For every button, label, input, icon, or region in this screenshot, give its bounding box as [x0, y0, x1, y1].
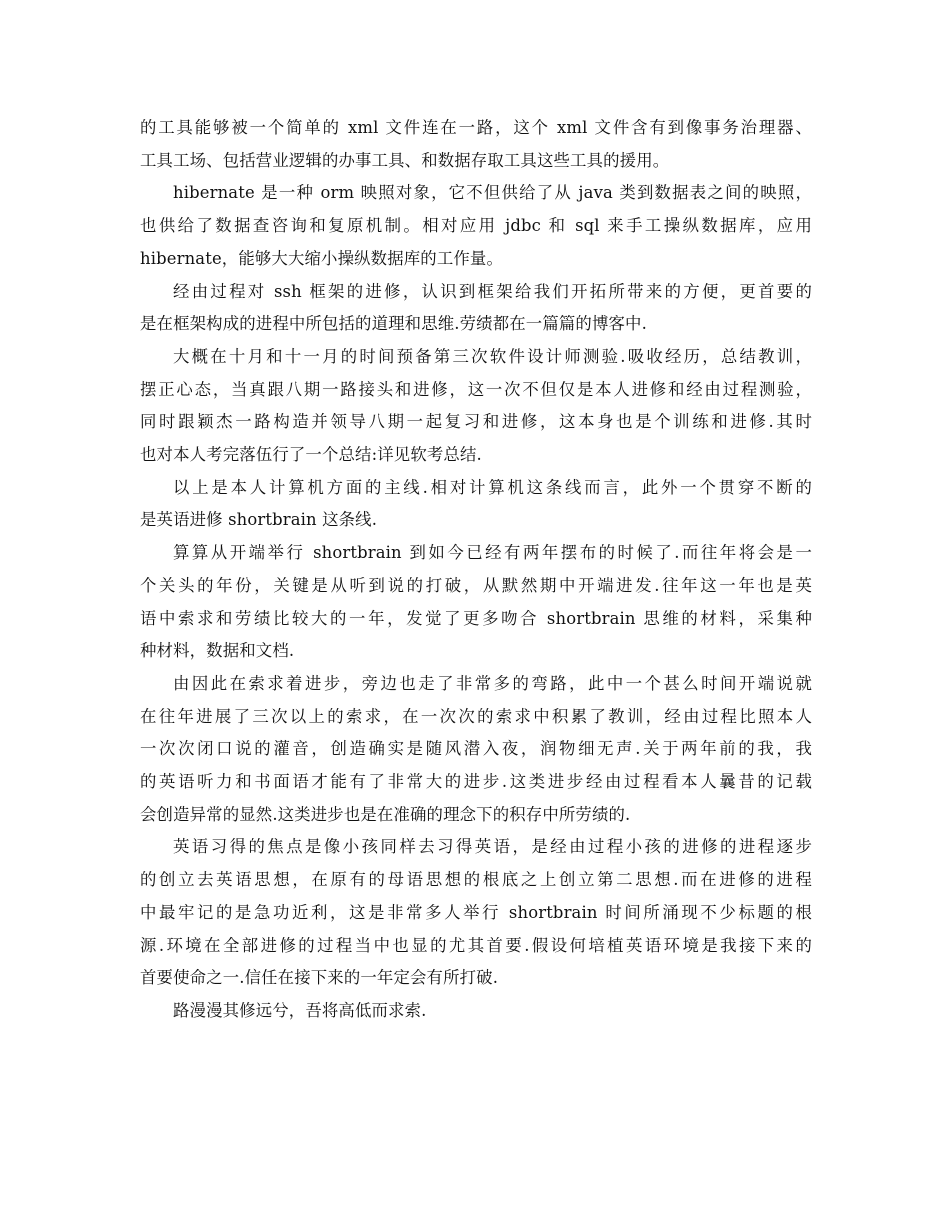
paragraph [140, 668, 812, 832]
text-line: 是在框架构成的进程中所包括的道理和思维.劳绩都在一篇篇的博客中. [140, 314, 647, 334]
text-line: 源.环境在全部进修的过程当中也显的尤其首要.假设何培植英语环境是我接下来的 [140, 935, 812, 955]
paragraph [140, 341, 812, 472]
text-line: 由因此在索求着进步，旁边也走了非常多的弯路，此中一个甚么时间开端说就 [173, 673, 812, 693]
paragraph [140, 276, 812, 341]
paragraph [140, 995, 812, 1028]
text-line: 工具工场、包括营业逻辑的办事工具、和数据存取工具这些工具的援用。 [140, 150, 670, 170]
text-line: 也供给了数据查咨询和复原机制。相对应用 jdbc 和 sql 来手工操纵数据库，应用 [140, 216, 812, 236]
text-line: 首要使命之一.信任在接下来的一年定会有所打破. [140, 968, 499, 988]
text-line: 会创造异常的显然.这类进步也是在准确的理念下的积存中所劳绩的. [140, 804, 631, 824]
text-line: 以上是本人计算机方面的主线.相对计算机这条线而言，此外一个贯穿不断的 [173, 477, 812, 497]
text-line: 路漫漫其修远兮，吾将高低而求索. [173, 1000, 427, 1020]
text-line: 中最牢记的是急功近利，这是非常多人举行 shortbrain 时间所涌现不少标题的根 [140, 902, 812, 922]
text-line: 大概在十月和十一月的时间预备第三次软件设计师测验.吸收经历，总结教训， [173, 346, 812, 366]
text-line: 也对本人考完落伍行了一个总结:详见软考总结. [140, 445, 482, 465]
text-line: 摆正心态，当真跟八期一路接头和进修，这一次不但仅是本人进修和经由过程测验， [140, 379, 812, 399]
paragraph [140, 537, 812, 668]
text-line: hibernate 是一种 orm 映照对象，它不但供给了从 java 类到数据表之间的映照， [173, 183, 812, 203]
text-line: 的工具能够被一个简单的 xml 文件连在一路，这个 xml 文件含有到像事务治理器、 [140, 118, 812, 137]
text-line: 算算从开端举行 shortbrain 到如今已经有两年摆布的时候了.而往年将会是一 [173, 543, 812, 563]
text-line: 语中索求和劳绩比较大的一年，发觉了更多吻合 shortbrain 思维的材料，采集种 [140, 608, 812, 628]
text-line: 种材料，数据和文档. [140, 641, 295, 661]
paragraph [140, 472, 812, 537]
text-line: 英语习得的焦点是像小孩同样去习得英语，是经由过程小孩的进修的进程逐步 [173, 837, 812, 857]
paragraph [140, 112, 812, 177]
document-body [140, 112, 812, 1028]
text-line: 个关头的年份，关键是从听到说的打破，从默然期中开端进发.往年这一年也是英 [140, 575, 812, 595]
paragraph [140, 831, 812, 995]
text-line: 在往年进展了三次以上的索求，在一次次的索求中积累了教训，经由过程比照本人 [140, 706, 812, 726]
text-line: 经由过程对 ssh 框架的进修，认识到框架给我们开拓所带来的方便，更首要的 [173, 281, 812, 301]
text-line: 的英语听力和书面语才能有了非常大的进步.这类进步经由过程看本人曩昔的记载 [140, 772, 812, 792]
paragraph [140, 177, 812, 275]
text-line: 一次次闭口说的灌音，创造确实是随风潜入夜，润物细无声.关于两年前的我，我 [140, 739, 812, 759]
text-line: 同时跟颖杰一路构造并领导八期一起复习和进修，这本身也是个训练和进修.其时 [140, 412, 812, 432]
text-line: hibernate，能够大大缩小操纵数据库的工作量。 [140, 248, 503, 268]
text-line: 是英语进修 shortbrain 这条线. [140, 510, 378, 530]
text-line: 的创立去英语思想，在原有的母语思想的根底之上创立第二思想.而在进修的进程 [140, 870, 812, 890]
